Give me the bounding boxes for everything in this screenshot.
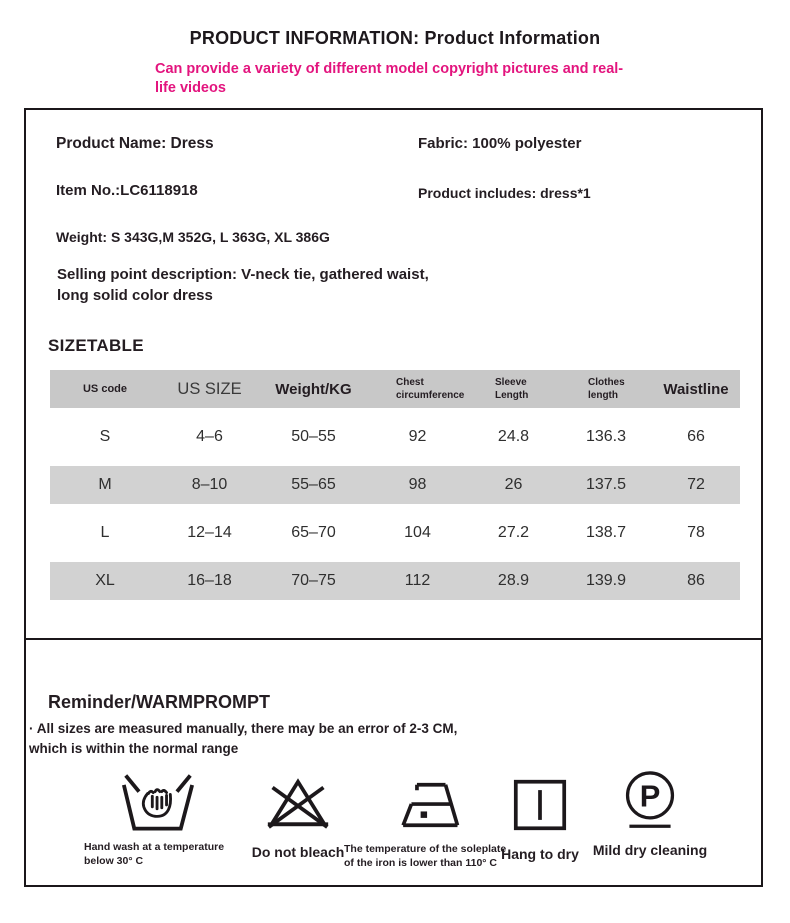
table-cell: 70–75 xyxy=(259,562,368,600)
care-label: Hand wash at a temperature below 30° C xyxy=(84,841,225,868)
selling-point-text xyxy=(57,264,429,306)
table-cell: 139.9 xyxy=(560,562,652,600)
hand-wash-icon xyxy=(121,770,195,836)
table-cell: 138.7 xyxy=(585,524,627,541)
care-item-mild-dry-cleaning xyxy=(585,768,715,858)
reminder-heading: Reminder/WARMPROMPT xyxy=(48,692,271,712)
care-item-iron-low xyxy=(344,772,512,870)
table-cell: 136.3 xyxy=(585,428,627,445)
table-cell: 92 xyxy=(408,428,427,445)
table-cell: 8–10 xyxy=(160,466,259,504)
table-cell: 137.5 xyxy=(560,466,652,504)
col-us-code: US code xyxy=(50,370,160,408)
table-row-s xyxy=(50,418,740,456)
table-cell: S xyxy=(99,428,111,445)
table-cell: 78 xyxy=(687,524,705,541)
weight-text: Weight: S 343G,M 352G, L 363G, XL 386G xyxy=(56,229,330,245)
page-title: PRODUCT INFORMATION: Product Information xyxy=(189,28,601,48)
table-header-row xyxy=(50,370,740,408)
table-row-l xyxy=(50,514,740,552)
care-item-do-not-bleach xyxy=(238,770,358,860)
table-cell: 16–18 xyxy=(160,562,259,600)
table-cell: 55–65 xyxy=(259,466,368,504)
table-cell: M xyxy=(50,466,160,504)
iron-low-temp-icon xyxy=(393,772,463,838)
table-row-m xyxy=(50,466,740,504)
table-cell: 28.9 xyxy=(467,562,560,600)
selling-point-line1: Selling point description: V-neck tie, gathered waist, xyxy=(57,266,429,283)
size-table xyxy=(50,360,740,610)
table-cell: 24.8 xyxy=(497,428,530,445)
col-clothes: Clothes length xyxy=(560,370,652,408)
table-cell: 65–70 xyxy=(291,524,336,541)
sizetable-heading: SIZETABLE xyxy=(48,336,144,355)
col-chest: Chest circumference xyxy=(368,370,467,408)
care-label: Hang to dry xyxy=(501,846,579,862)
table-cell: 104 xyxy=(404,524,431,541)
table-cell: 112 xyxy=(368,562,467,600)
table-cell: L xyxy=(100,524,110,541)
table-cell: 27.2 xyxy=(497,524,530,541)
reminder-note: · All sizes are measured manually, there may be an error of 2-3 CM, which is within the normal range xyxy=(29,721,458,757)
dry-clean-letter: P xyxy=(639,778,661,814)
item-no-text: Item No.:LC6118918 xyxy=(56,182,198,199)
selling-point-line2: long solid color dress xyxy=(57,287,213,304)
product-includes-text: Product includes: dress*1 xyxy=(418,185,591,201)
table-cell: 86 xyxy=(652,562,740,600)
hang-to-dry-icon xyxy=(512,772,568,838)
mild-dry-clean-icon xyxy=(621,768,679,834)
col-sleeve: Sleeve Length xyxy=(467,370,560,408)
fabric-text: Fabric: 100% polyester xyxy=(418,135,582,152)
table-row-xl xyxy=(50,562,740,600)
table-cell: XL xyxy=(50,562,160,600)
table-cell: 4–6 xyxy=(196,428,223,445)
table-cell: 98 xyxy=(368,466,467,504)
table-cell: 26 xyxy=(467,466,560,504)
care-label: The temperature of the soleplate of the iron is lower than 110° C xyxy=(344,843,507,870)
care-item-hand-wash xyxy=(78,770,238,868)
table-cell: 66 xyxy=(687,428,705,445)
page-subtitle: Can provide a variety of different model copyright pictures and real-life videos xyxy=(155,61,624,96)
col-waistline: Waistline xyxy=(652,370,740,408)
care-item-hang-to-dry xyxy=(490,772,590,862)
care-label: Mild dry cleaning xyxy=(592,842,708,858)
care-label: Do not bleach xyxy=(251,844,345,860)
section-divider xyxy=(26,638,761,640)
product-name-text: Product Name: Dress xyxy=(56,135,214,152)
col-us-size: US SIZE xyxy=(160,370,259,408)
col-weight: Weight/KG xyxy=(259,370,368,408)
table-cell: 72 xyxy=(652,466,740,504)
table-cell: 12–14 xyxy=(187,524,232,541)
do-not-bleach-icon xyxy=(265,770,331,836)
table-cell: 50–55 xyxy=(291,428,336,445)
product-info-box xyxy=(24,108,763,887)
